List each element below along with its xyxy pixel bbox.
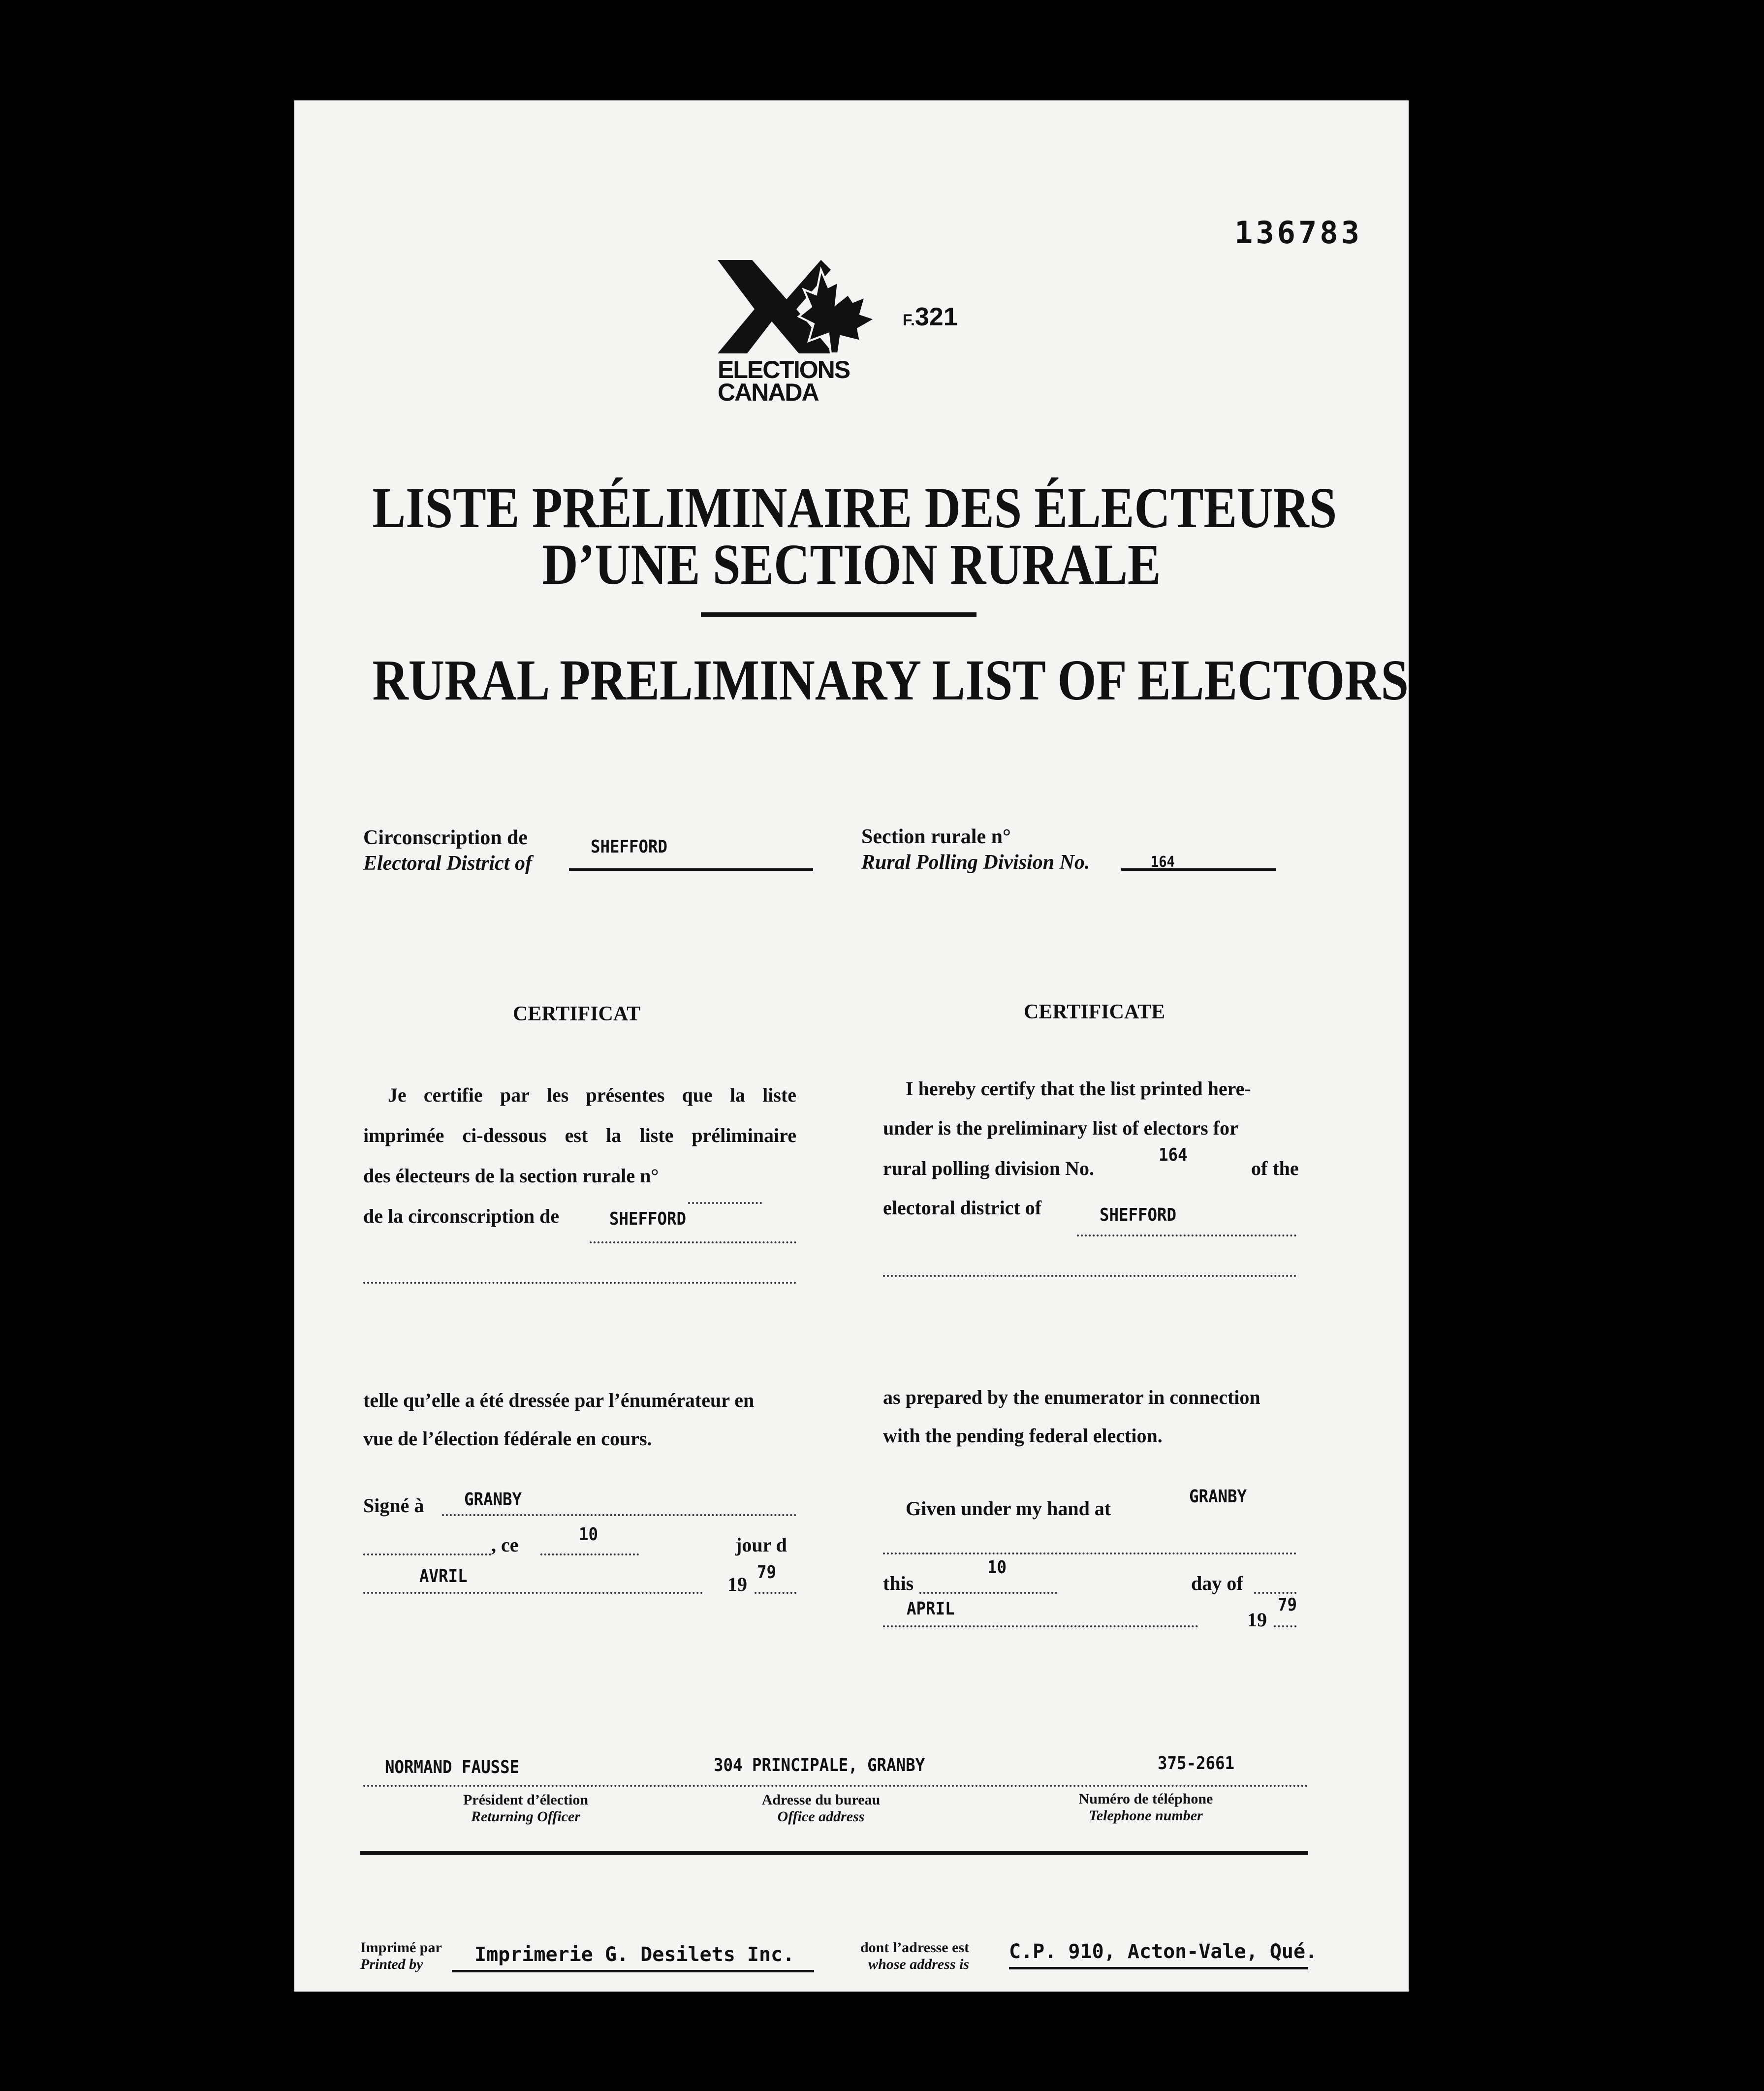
- logo-text: [718, 358, 850, 404]
- word: par: [500, 1084, 530, 1106]
- cert-fr-district: SHEFFORD: [609, 1209, 687, 1229]
- word: présentes: [586, 1084, 665, 1106]
- cert-fr-text2: [363, 1381, 754, 1458]
- cert-fr-line2: [363, 1115, 796, 1156]
- officer-name-label-en: Returning Officer: [471, 1808, 580, 1825]
- form-page: [294, 100, 1409, 1992]
- cert-en-this: this: [883, 1572, 914, 1594]
- elections-canada-logo: [718, 260, 954, 408]
- cert-fr-line3: des électeurs de la section rurale n°: [363, 1165, 659, 1187]
- officer-address-label-en: Office address: [777, 1808, 865, 1825]
- serial-number: 136783: [1234, 215, 1362, 251]
- cert-en-division: 164: [1159, 1145, 1188, 1165]
- cert-fr-line4: de la circonscription de: [363, 1205, 560, 1227]
- officer-phone: 375-2661: [1158, 1753, 1235, 1774]
- cert-fr-heading: CERTIFICAT: [513, 1003, 641, 1025]
- division-value: 164: [1151, 854, 1175, 871]
- cert-en-line6: with the pending federal election.: [883, 1425, 1163, 1447]
- officer-phone-label-en: Telephone number: [1089, 1807, 1203, 1824]
- word: les: [546, 1084, 569, 1106]
- cert-en-month: APRIL: [907, 1599, 955, 1619]
- cert-en-year: 79: [1278, 1595, 1297, 1615]
- officer-name: NORMAND FAUSSE: [385, 1757, 520, 1777]
- district-label-en: Electoral District of: [363, 852, 532, 875]
- form-number: [903, 302, 958, 332]
- cert-en-text2: [883, 1378, 1260, 1455]
- cert-en-day-of: day of: [1191, 1572, 1243, 1594]
- word: imprimée: [363, 1124, 444, 1146]
- printer-label-fr: Imprimé par: [360, 1939, 442, 1956]
- word: certifie: [423, 1084, 483, 1106]
- officer-name-label-fr: Président d’élection: [463, 1792, 589, 1808]
- cert-en-line4: electoral district of: [883, 1197, 1042, 1219]
- cert-en-year-dots: [1274, 1625, 1296, 1627]
- officer-address: 304 PRINCIPALE, GRANBY: [714, 1755, 925, 1775]
- word: est: [565, 1124, 588, 1146]
- cert-fr-line5: telle qu’elle a été dressée par l’énumérateur en: [363, 1389, 755, 1411]
- division-line: [1121, 868, 1276, 871]
- cert-fr-signed-label: Signé à: [363, 1494, 424, 1517]
- district-value: SHEFFORD: [591, 837, 668, 857]
- cert-en-line3b: of the: [1251, 1157, 1299, 1179]
- cert-en-line1: I hereby certify that the list printed here-: [906, 1077, 1251, 1100]
- officer-phone-label-fr: Numéro de téléphone: [1078, 1791, 1213, 1807]
- district-label: [363, 825, 532, 876]
- cert-en-line2: under is the preliminary list of electors for: [883, 1117, 1238, 1139]
- cert-en-given-label: Given under my hand at: [906, 1497, 1111, 1520]
- cert-en-place: GRANBY: [1189, 1487, 1247, 1507]
- cert-en-dayof-dots: [1254, 1592, 1296, 1594]
- printer-label-en: Printed by: [360, 1956, 423, 1972]
- cert-fr-division-dots: [688, 1202, 762, 1204]
- word: la: [606, 1124, 622, 1146]
- cert-fr-ce: , ce: [491, 1534, 519, 1556]
- cert-en-district-dots: [1077, 1235, 1296, 1236]
- cert-fr-day: 10: [579, 1524, 598, 1545]
- cert-en-line3a: rural polling division No.: [883, 1157, 1094, 1179]
- printer-address-line: [1009, 1967, 1308, 1969]
- cert-fr-pre-ce-dots: [363, 1553, 491, 1555]
- cert-fr-year: 79: [757, 1562, 777, 1583]
- cert-fr-place-dots: [442, 1514, 796, 1516]
- cert-en-day: 10: [987, 1557, 1007, 1578]
- cert-en-line5: as prepared by the enumerator in connection: [883, 1386, 1260, 1408]
- cert-fr-day-dots: [540, 1553, 639, 1555]
- division-label-en: Rural Polling Division No.: [861, 851, 1090, 874]
- cert-fr-month: AVRIL: [419, 1566, 468, 1586]
- title-fr-line1: LISTE PRÉLIMINAIRE DES ÉLECTEURS: [372, 475, 1337, 540]
- cert-fr-month-dots: [363, 1592, 703, 1594]
- word: liste: [762, 1084, 796, 1106]
- division-label-fr: Section rurale n°: [861, 825, 1011, 848]
- logo-line-canada: CANADA: [718, 379, 819, 406]
- cert-en-blank-dots: [883, 1275, 1296, 1277]
- word: préliminaire: [692, 1124, 796, 1146]
- officer-name-label: [442, 1792, 609, 1825]
- cert-en-heading: CERTIFICATE: [1024, 1001, 1166, 1023]
- title-fr-line2: D’UNE SECTION RURALE: [542, 532, 1161, 597]
- cert-en-month-dots: [883, 1625, 1198, 1627]
- cert-fr-jour: jour d: [735, 1534, 787, 1556]
- word: ci-dessous: [462, 1124, 547, 1146]
- cert-fr-text: [363, 1075, 796, 1236]
- cert-en-year-prefix: 19: [1247, 1609, 1267, 1631]
- cert-fr-place: GRANBY: [464, 1489, 522, 1510]
- title-divider: [701, 612, 976, 617]
- section-divider: [360, 1851, 1308, 1855]
- district-label-fr: Circonscription de: [363, 826, 528, 849]
- printer-name: Imprimerie G. Desilets Inc.: [474, 1943, 795, 1966]
- cert-fr-year-prefix: 19: [727, 1573, 747, 1595]
- officer-address-label: [737, 1792, 905, 1825]
- district-line: [569, 868, 813, 871]
- cert-fr-district-dots: [590, 1241, 796, 1243]
- officer-address-label-fr: Adresse du bureau: [761, 1792, 881, 1808]
- cert-fr-line6: vue de l’élection fédérale en cours.: [363, 1427, 652, 1450]
- printer-address-label: [860, 1939, 969, 1973]
- form-number-prefix: F.: [903, 311, 915, 329]
- title-en: RURAL PRELIMINARY LIST OF ELECTORS: [372, 648, 1409, 712]
- division-label: [861, 824, 1090, 875]
- word: que: [682, 1084, 713, 1106]
- cert-fr-year-dots: [755, 1592, 796, 1594]
- cert-fr-blank-dots: [363, 1282, 796, 1284]
- cert-fr-line1: [363, 1075, 796, 1115]
- cert-en-place-dots: [883, 1552, 1296, 1554]
- officer-dots: [363, 1785, 1308, 1787]
- word: Je: [388, 1084, 407, 1106]
- printer-address: C.P. 910, Acton-Vale, Qué.: [1009, 1940, 1318, 1963]
- printer-address-label-fr: dont l’adresse est: [860, 1939, 970, 1956]
- cert-en-district: SHEFFORD: [1100, 1205, 1177, 1225]
- printer-address-label-en: whose address is: [868, 1956, 970, 1972]
- cert-en-day-dots: [919, 1592, 1057, 1594]
- officer-phone-label: [1052, 1791, 1239, 1824]
- printer-label: [360, 1939, 442, 1973]
- form-number-value: 321: [914, 303, 958, 331]
- logo-line-elections: ELECTIONS: [718, 356, 850, 383]
- cert-en-text: [883, 1069, 1251, 1148]
- printer-name-line: [452, 1970, 814, 1972]
- word: liste: [639, 1124, 674, 1146]
- word: la: [729, 1084, 745, 1106]
- maple-leaf-x-icon: [718, 260, 875, 368]
